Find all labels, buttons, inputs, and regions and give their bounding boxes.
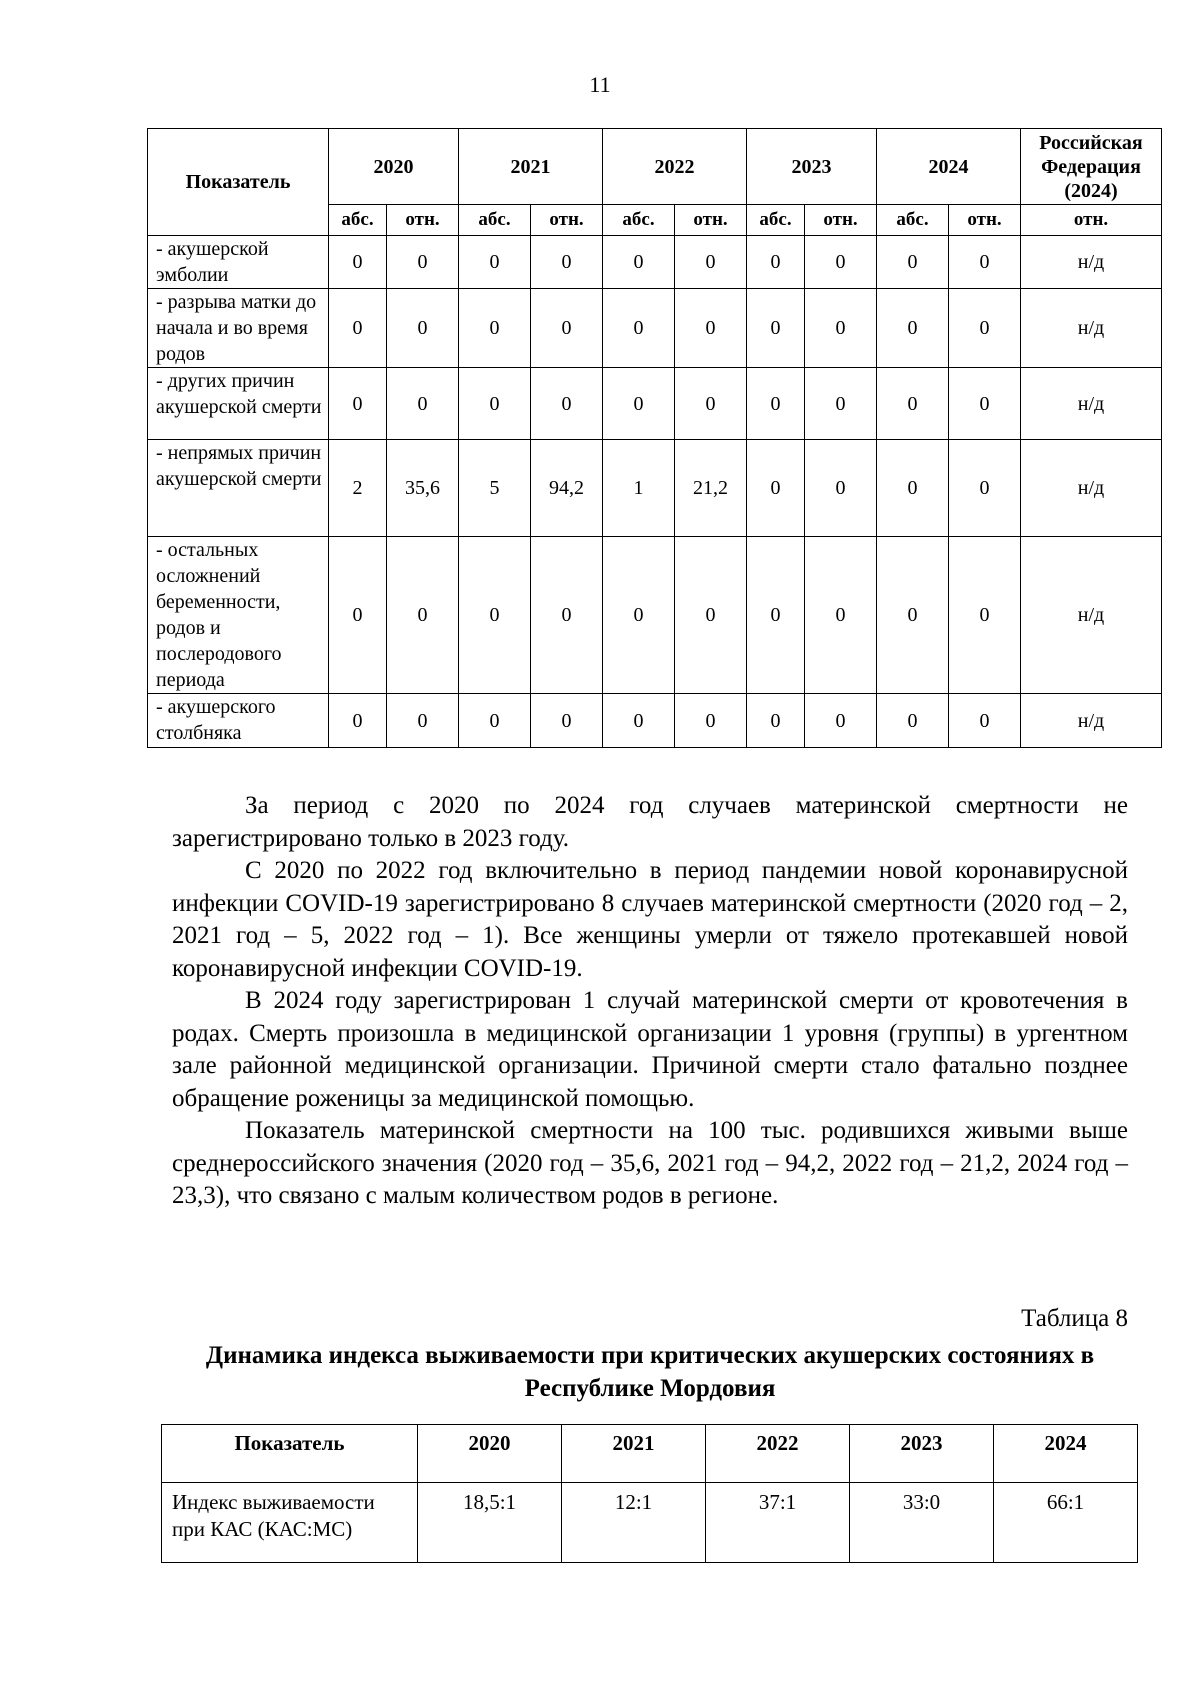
table-cell: 1 — [603, 440, 675, 537]
table-cell: 0 — [329, 236, 387, 289]
table-cell: 0 — [459, 236, 531, 289]
col-header-year: 2021 — [459, 129, 603, 205]
table-cell: 0 — [603, 368, 675, 440]
table-cell: 0 — [877, 537, 949, 694]
table-cell: 0 — [949, 236, 1021, 289]
col-header-year: 2023 — [747, 129, 877, 205]
table-cell: 0 — [877, 236, 949, 289]
maternal-mortality-table — [147, 128, 1162, 748]
col-header-year: 2023 — [850, 1425, 994, 1483]
table-cell: 0 — [603, 537, 675, 694]
survival-index-table — [161, 1424, 1138, 1563]
col-header-rel: отн. — [805, 205, 877, 236]
table-cell-rf: н/д — [1021, 537, 1162, 694]
row-label: - акушерской эмболии — [148, 236, 329, 289]
table-cell: 33:0 — [850, 1483, 994, 1563]
table-cell: 0 — [805, 236, 877, 289]
table-cell: 0 — [329, 694, 387, 748]
table-cell-rf: н/д — [1021, 368, 1162, 440]
table-cell: 0 — [531, 236, 603, 289]
table-cell-rf: н/д — [1021, 236, 1162, 289]
paragraph: С 2020 по 2022 год включительно в период пандемии новой коронавирусной инфекции COVID-19 зарегистрировано 8 случаев материнской смертности (2020 год – 2, 2021 год – 5, 2022 год – 1). Все женщины умерли от тяжело протекавшей новой коронавирусной инфекции COVID-19. — [172, 857, 1128, 982]
table-caption: Таблица 8 — [1021, 1305, 1128, 1332]
table-cell: 0 — [805, 368, 877, 440]
table-cell: 0 — [747, 236, 805, 289]
table-cell: 0 — [387, 289, 459, 368]
table-cell: 0 — [531, 289, 603, 368]
table-cell: 0 — [675, 289, 747, 368]
table-cell: 0 — [675, 537, 747, 694]
col-header-year: 2020 — [418, 1425, 562, 1483]
col-header-rel: отн. — [387, 205, 459, 236]
paragraph: За период с 2020 по 2024 год случаев материнской смертности не зарегистрировано только в 2023 году. — [172, 792, 1128, 852]
table-cell: 0 — [329, 368, 387, 440]
table-row — [148, 440, 1162, 537]
col-header-abs: абс. — [459, 205, 531, 236]
table-cell: 0 — [459, 694, 531, 748]
table-cell: 0 — [747, 440, 805, 537]
table-cell: 0 — [531, 368, 603, 440]
col-header-year: 2024 — [877, 129, 1021, 205]
table-cell: 0 — [877, 289, 949, 368]
table-cell: 0 — [329, 289, 387, 368]
table-cell-rf: н/д — [1021, 440, 1162, 537]
col-header-rel: отн. — [1021, 205, 1162, 236]
row-label: - непрямых причин акушерской смерти — [148, 440, 329, 537]
row-label: - других причин акушерской смерти — [148, 368, 329, 440]
table-cell: 35,6 — [387, 440, 459, 537]
table-row — [148, 694, 1162, 748]
table-cell: 21,2 — [675, 440, 747, 537]
table-cell: 0 — [949, 537, 1021, 694]
table-cell: 0 — [949, 368, 1021, 440]
col-header-abs: абс. — [877, 205, 949, 236]
col-header-rf: Российская Федерация (2024) — [1021, 129, 1162, 205]
table-cell: 12:1 — [562, 1483, 706, 1563]
table-row — [148, 289, 1162, 368]
table-cell: 0 — [675, 694, 747, 748]
table-cell: 0 — [949, 289, 1021, 368]
table-cell: 0 — [387, 537, 459, 694]
col-header-indicator: Показатель — [162, 1425, 418, 1483]
table-cell: 0 — [805, 440, 877, 537]
table-title: Динамика индекса выживаемости при критических акушерских состояниях в Республике Мордовия — [205, 1342, 1095, 1402]
table-cell: 2 — [329, 440, 387, 537]
table-cell: 0 — [949, 694, 1021, 748]
paragraph: Показатель материнской смертности на 100 тыс. родившихся живыми выше среднероссийского значения (2020 год – 35,6, 2021 год – 94,2, 2022 год – 21,2, 2024 год – 23,3), что связано с малым количеством родов в регионе. — [172, 1117, 1128, 1209]
table-row — [148, 236, 1162, 289]
col-header-year: 2024 — [994, 1425, 1138, 1483]
table-cell: 0 — [747, 289, 805, 368]
table-cell: 0 — [747, 368, 805, 440]
table-row — [148, 537, 1162, 694]
table-cell: 0 — [603, 289, 675, 368]
table-cell: 0 — [747, 694, 805, 748]
table-cell: 0 — [675, 368, 747, 440]
col-header-rel: отн. — [675, 205, 747, 236]
col-header-abs: абс. — [329, 205, 387, 236]
table-cell: 0 — [805, 289, 877, 368]
table-cell: 0 — [675, 236, 747, 289]
table-cell: 0 — [387, 368, 459, 440]
table-cell: 0 — [387, 236, 459, 289]
table-cell: 0 — [603, 694, 675, 748]
table-cell: 0 — [459, 368, 531, 440]
table-cell-rf: н/д — [1021, 694, 1162, 748]
table-cell: 0 — [459, 537, 531, 694]
table-cell: 0 — [877, 440, 949, 537]
table-cell: 66:1 — [994, 1483, 1138, 1563]
col-header-year: 2021 — [562, 1425, 706, 1483]
table-cell: 5 — [459, 440, 531, 537]
table-cell: 0 — [877, 368, 949, 440]
table-cell: 37:1 — [706, 1483, 850, 1563]
table-cell: 0 — [329, 537, 387, 694]
table-cell: 0 — [459, 289, 531, 368]
table-cell: 0 — [805, 694, 877, 748]
body-text — [172, 790, 1128, 1213]
row-label: - акушерского столбняка — [148, 694, 329, 748]
col-header-rel: отн. — [949, 205, 1021, 236]
col-header-year: 2022 — [603, 129, 747, 205]
row-label: - остальных осложнений беременности, родов и послеродового периода — [148, 537, 329, 694]
table-cell: 0 — [877, 694, 949, 748]
table-cell: 0 — [747, 537, 805, 694]
paragraph: В 2024 году зарегистрирован 1 случай материнской смерти от кровотечения в родах. Смерть произошла в медицинской организации 1 уровня (группы) в ургентном зале районной медицинской организации. Причиной смерти стало фатально позднее обращение роженицы за медицинской помощью. — [172, 987, 1128, 1112]
table-row — [148, 368, 1162, 440]
table-cell: 0 — [805, 537, 877, 694]
col-header-abs: абс. — [603, 205, 675, 236]
col-header-abs: абс. — [747, 205, 805, 236]
table-cell: 0 — [949, 440, 1021, 537]
col-header-year: 2022 — [706, 1425, 850, 1483]
row-label: Индекс выживаемости при КАС (КАС:МС) — [162, 1483, 418, 1563]
table-cell: 0 — [387, 694, 459, 748]
table-row — [162, 1483, 1138, 1563]
col-header-indicator: Показатель — [148, 129, 329, 236]
table-cell: 0 — [531, 537, 603, 694]
col-header-rel: отн. — [531, 205, 603, 236]
row-label: - разрыва матки до начала и во время родов — [148, 289, 329, 368]
table-cell-rf: н/д — [1021, 289, 1162, 368]
col-header-year: 2020 — [329, 129, 459, 205]
table-cell: 18,5:1 — [418, 1483, 562, 1563]
table-cell: 0 — [531, 694, 603, 748]
page-number: 11 — [589, 72, 611, 97]
table-cell: 94,2 — [531, 440, 603, 537]
table-cell: 0 — [603, 236, 675, 289]
